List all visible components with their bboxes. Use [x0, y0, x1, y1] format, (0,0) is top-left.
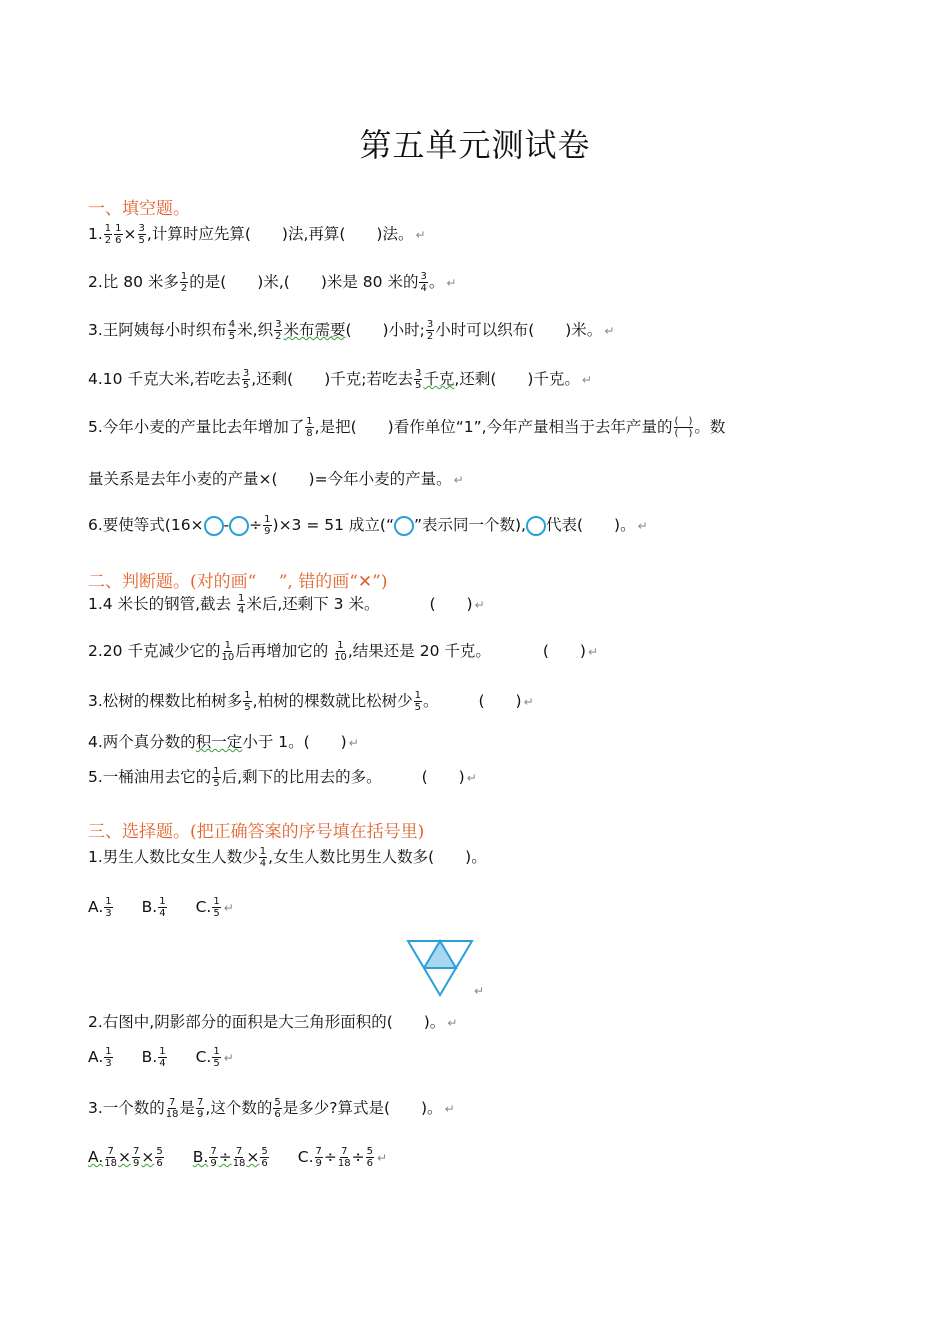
- paragraph-mark-icon: ↵: [466, 771, 477, 785]
- fill-q1: 1. $\frac{1}{2}$ $\frac{1}{6}$ × $\frac{3}{5}$ ,计算时应先算( )法,再算( )法。 ↵: [88, 223, 426, 246]
- shaded-triangle: [424, 941, 456, 968]
- paragraph-mark-icon: ↵: [637, 519, 648, 533]
- paragraph-mark-icon: ↵: [523, 695, 534, 709]
- fill-q2: 2.比 80 米多 $\frac{1}{2}$ 的是( )米,( )米是 80 米的 $\frac{3}{4}$ 。 ↵: [88, 271, 457, 294]
- judge-q1: 1.4 米长的钢管,截去 $\frac{1}{4}$ 米后,还剩下 3 米。 ( ) ↵: [88, 593, 485, 616]
- judge-q5: 5.一桶油用去它的 $\frac{1}{5}$ 后,剩下的比用去的多。 ( ) ↵: [88, 766, 477, 789]
- paragraph-mark-icon: ↵: [447, 1016, 458, 1030]
- paragraph-mark-icon: ↵: [223, 901, 234, 915]
- option-c: C. $\frac{1}{5}$: [195, 1046, 220, 1069]
- option-a: A. $\frac{1}{3}$: [88, 896, 112, 919]
- choice-q2-options: [88, 1046, 234, 1069]
- paragraph-mark-icon: ↵: [587, 645, 599, 659]
- circle-placeholder-icon: [394, 516, 414, 536]
- choice-q3: 3.一个数的 $\frac{7}{18}$ 是 $\frac{7}{9}$ ,这个数的 $\frac{5}{6}$ 是多少?算式是( )。 ↵: [88, 1097, 455, 1120]
- paragraph-mark-icon: ↵: [348, 736, 359, 750]
- fill-q5: 5.今年小麦的产量比去年增加了 $\frac{1}{8}$ ,是把( )看作单位“1”,今年产量相当于去年产量的 ( ) ( ) 。数: [88, 416, 726, 439]
- fill-q6: 6.要使等式(16× - ÷ $\frac{1}{9}$ )×3 = 51 成立(“ ”表示同一个数), 代表( )。 ↵: [88, 514, 648, 537]
- paragraph-mark-icon: ↵: [604, 324, 615, 338]
- circle-placeholder-icon: [204, 516, 224, 536]
- fill-q3: 3.王阿姨每小时织布 $\frac{4}{5}$ 米,织 $\frac{3}{2}$ 米布需要( )小时; $\frac{3}{2}$ 小时可以织布( )米。 ↵: [88, 319, 615, 342]
- option-a: A. $\frac{1}{3}$: [88, 1046, 112, 1069]
- circle-placeholder-icon: [526, 516, 546, 536]
- option-c: C. $\frac{1}{5}$: [195, 896, 220, 919]
- paragraph-mark-icon: ↵: [474, 598, 485, 612]
- paragraph-mark-icon: ↵: [581, 373, 592, 387]
- option-c: C. $\frac{7}{9}$ ÷ $\frac{7}{18}$ ÷ $\frac{5}{6}$: [297, 1146, 374, 1169]
- choice-q1: 1.男生人数比女生人数少 $\frac{1}{4}$ ,女生人数比男生人数多( )。: [88, 846, 487, 869]
- triangle-figure: [406, 938, 474, 998]
- paragraph-mark-icon: ↵: [444, 1102, 455, 1116]
- fill-q5-continued: 量关系是去年小麦的产量×( )=今年小麦的产量。 ↵: [88, 470, 464, 488]
- circle-placeholder-icon: [229, 516, 249, 536]
- option-b: B. $\frac{1}{4}$: [141, 1046, 166, 1069]
- judge-q3: 3.松树的棵数比柏树多 $\frac{1}{5}$ ,柏树的棵数就比松树少 $\frac{1}{5}$ 。 ( ) ↵: [88, 690, 534, 713]
- paragraph-mark-icon: ↵: [223, 1051, 234, 1065]
- option-b: B. $\frac{1}{4}$: [141, 896, 166, 919]
- option-b: B. $\frac{7}{9}$ ÷ $\frac{7}{18}$ × $\frac{5}{6}$: [192, 1146, 268, 1169]
- choice-q1-options: [88, 896, 234, 919]
- page-title: 第五单元测试卷: [359, 126, 591, 164]
- choice-q2: 2.右图中,阴影部分的面积是大三角形面积的( )。 ↵: [88, 1013, 458, 1031]
- choice-q3-options: [88, 1146, 387, 1169]
- judge-q2: 2.20 千克减少它的 $\frac{1}{10}$ 后再增加它的 $\frac{1}{10}$ ,结果还是 20 千克。 ( ) ↵: [88, 640, 599, 663]
- section-judge-heading: 二、判断题。(对的画“ ”, 错的画“✕”): [88, 572, 388, 592]
- paragraph-mark-icon: ↵: [446, 276, 457, 290]
- section-choice-heading: 三、选择题。(把正确答案的序号填在括号里): [88, 822, 425, 842]
- option-a: A. $\frac{7}{18}$ × $\frac{7}{9}$ × $\frac{5}{6}$: [88, 1146, 163, 1169]
- paragraph-mark-icon: ↵: [474, 984, 485, 998]
- judge-q4: 4.两个真分数的积一定小于 1。( ) ↵: [88, 733, 359, 751]
- section-fill-heading: 一、填空题。: [88, 199, 190, 219]
- paragraph-mark-icon: ↵: [415, 228, 426, 242]
- paragraph-mark-icon: ↵: [453, 473, 464, 487]
- paragraph-mark-icon: ↵: [377, 1151, 388, 1165]
- fill-q4: 4.10 千克大米,若吃去 $\frac{3}{5}$ ,还剩( )千克;若吃去 $\frac{3}{5}$ 千克,还剩( )千克。 ↵: [88, 368, 592, 391]
